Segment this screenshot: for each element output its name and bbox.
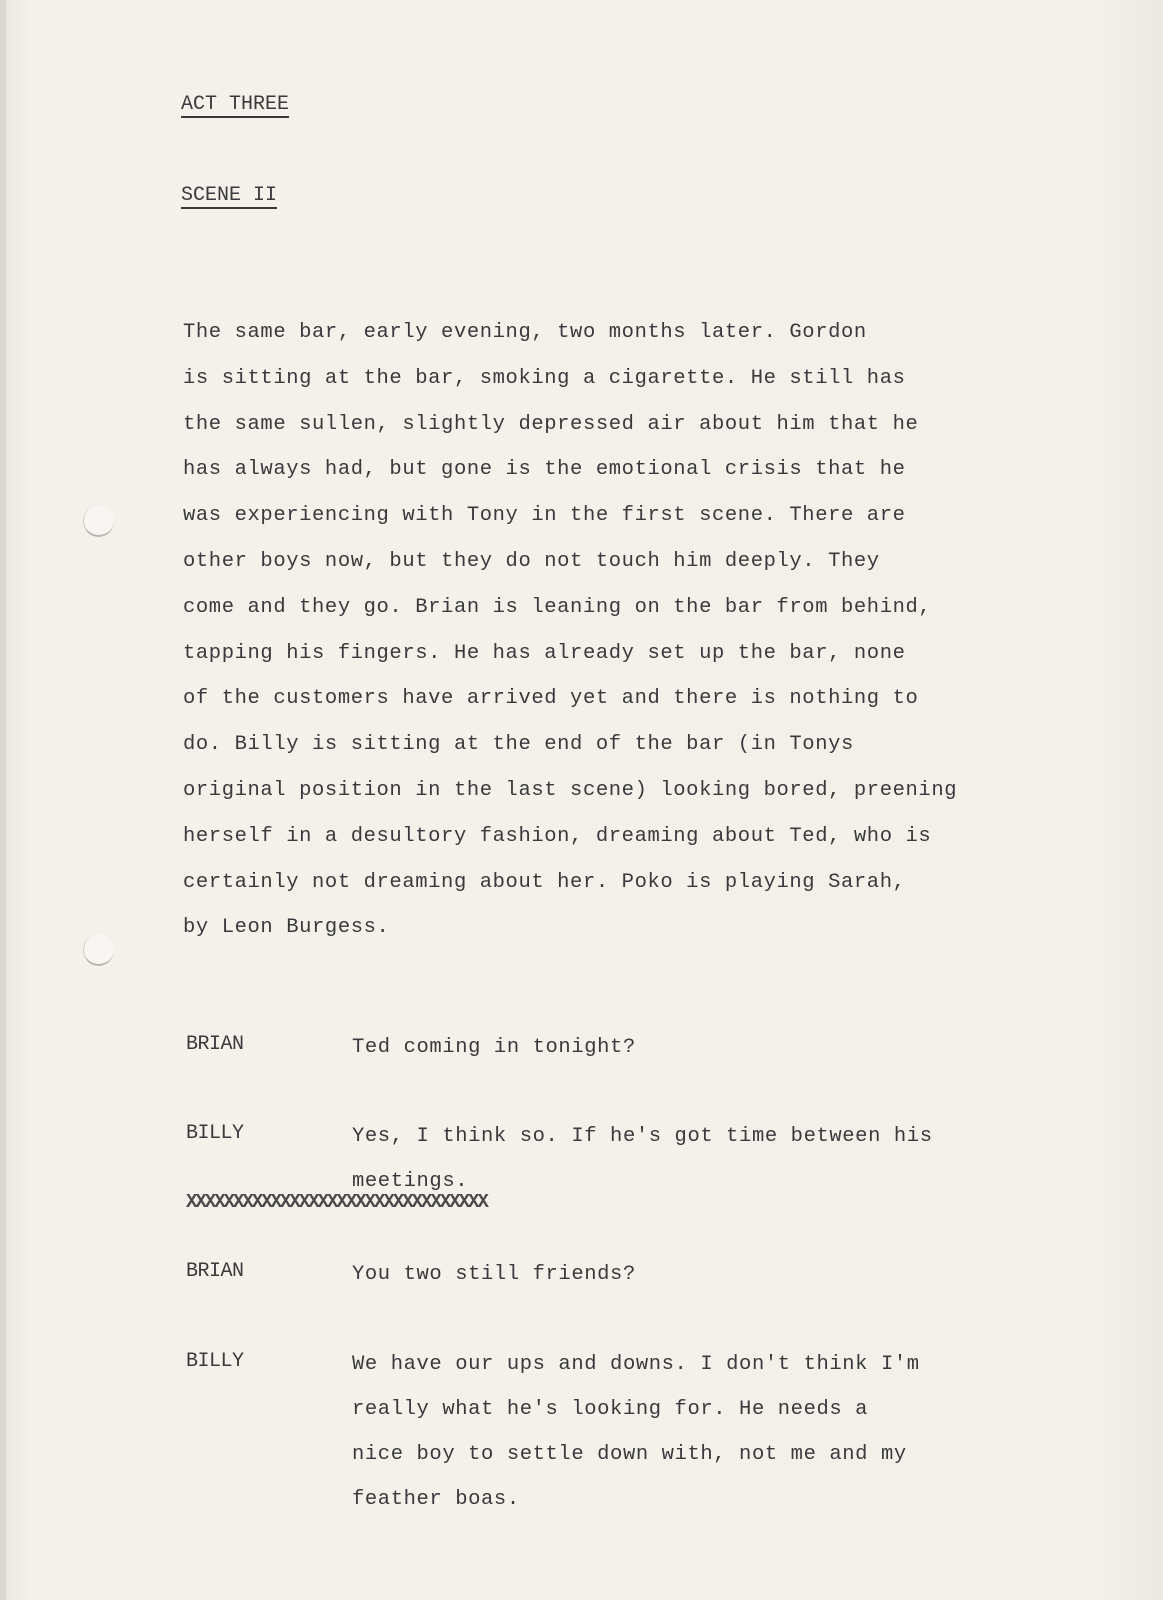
- stage-direction-line: has always had, but gone is the emotional crisis that he: [183, 458, 906, 482]
- stage-direction-line: certainly not dreaming about her. Poko is playing Sarah,: [183, 870, 906, 894]
- stage-direction-line: do. Billy is sitting at the end of the bar (in Tonys: [183, 733, 854, 757]
- speech-line: meetings.: [352, 1170, 469, 1193]
- speaker-name: BILLY: [186, 1350, 244, 1373]
- stage-directions: [183, 318, 1013, 959]
- page-edge: [0, 0, 6, 1600]
- speech-line: You two still friends?: [352, 1263, 636, 1286]
- speaker-name: BILLY: [186, 1122, 244, 1145]
- stage-direction-line: The same bar, early evening, two months later. Gordon: [183, 321, 867, 344]
- stage-direction-line: by Leon Burgess.: [183, 916, 390, 940]
- speech-line: feather boas.: [352, 1488, 520, 1511]
- speech: [352, 1350, 920, 1530]
- punch-hole-lower: [83, 934, 114, 966]
- stage-direction-line: herself in a desultory fashion, dreaming about Ted, who is: [183, 824, 932, 848]
- typed-strikeover: XXXXXXXXXXXXXXXXXXXXXXXXXXXXXXXX: [186, 1191, 487, 1213]
- scene-heading: SCENE II: [181, 184, 278, 207]
- speaker-name: BRIAN: [186, 1033, 244, 1056]
- speech: [352, 1033, 636, 1078]
- stage-direction-line: is sitting at the bar, smoking a cigarette. He still has: [183, 366, 906, 390]
- speaker-name: BRIAN: [186, 1260, 244, 1283]
- act-heading: ACT THREE: [181, 93, 290, 116]
- stage-direction-line: tapping his fingers. He has already set up the bar, none: [183, 641, 906, 665]
- stage-direction-line: original position in the last scene) looking bored, preening: [183, 778, 958, 802]
- stage-direction-line: the same sullen, slightly depressed air about him that he: [183, 412, 919, 436]
- speech-line: Ted coming in tonight?: [352, 1036, 636, 1059]
- speech-line: nice boy to settle down with, not me and my: [352, 1443, 907, 1466]
- stage-direction-line: was experiencing with Tony in the first scene. There are: [183, 504, 906, 528]
- speech-line: We have our ups and downs. I don't think I'm: [352, 1353, 920, 1376]
- punch-hole-upper: [83, 505, 114, 537]
- speech-line: really what he's looking for. He needs a: [352, 1398, 869, 1421]
- stage-direction-line: come and they go. Brian is leaning on the bar from behind,: [183, 595, 932, 619]
- speech-line: Yes, I think so. If he's got time between his: [352, 1125, 933, 1148]
- stage-direction-line: of the customers have arrived yet and there is nothing to: [183, 687, 919, 711]
- stage-direction-line: other boys now, but they do not touch him deeply. They: [183, 549, 880, 573]
- speech: [352, 1260, 636, 1305]
